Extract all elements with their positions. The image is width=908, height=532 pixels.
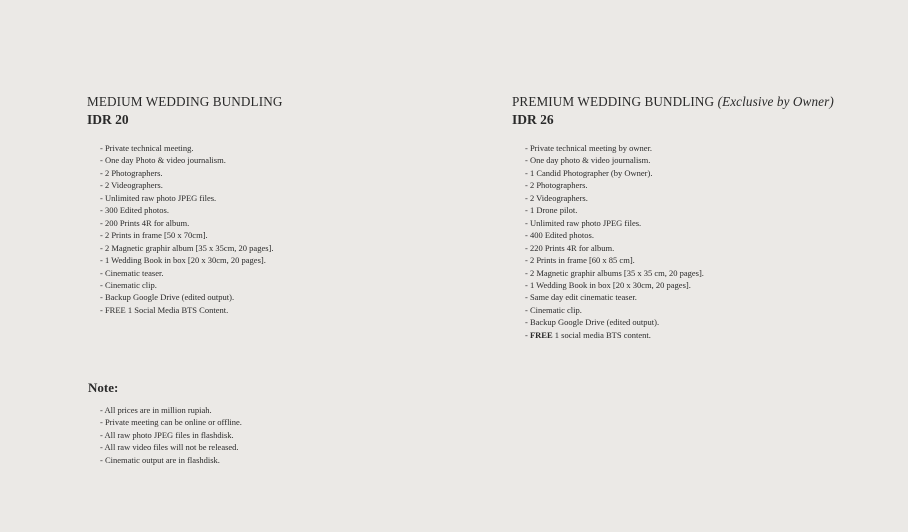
feature-item: - One day Photo & video journalism.	[100, 155, 226, 166]
feature-item: - 2 Photographers.	[100, 167, 163, 178]
feature-item: - 200 Prints 4R for album.	[100, 217, 190, 228]
feature-item: - Unlimited raw photo JPEG files.	[100, 192, 217, 203]
feature-item: - 2 Prints in frame [60 x 85 cm].	[525, 255, 635, 266]
feature-item: - 1 Wedding Book in box [20 x 30cm, 20 pages].	[525, 279, 691, 290]
feature-item: - Private technical meeting.	[100, 143, 194, 153]
feature-item: - 2 Videographers.	[525, 192, 588, 203]
feature-item: - 1 Wedding Book in box [20 x 30cm, 20 pages].	[100, 255, 266, 266]
premium-package	[512, 94, 892, 341]
free-highlight: FREE	[529, 329, 553, 340]
note-item: - All raw photo JPEG files in flashdisk.	[100, 429, 234, 440]
feature-item: - Cinematic teaser.	[100, 267, 164, 278]
feature-item: - Cinematic clip.	[525, 304, 582, 315]
notes-title: Note:	[88, 380, 119, 395]
feature-item: - One day photo & video journalism.	[525, 155, 651, 166]
feature-item: - Backup Google Drive (edited output).	[100, 292, 235, 303]
feature-item: - Backup Google Drive (edited output).	[525, 317, 660, 328]
premium-package-exclusive-note: (Exclusive by Owner)	[717, 94, 834, 109]
notes-list	[100, 404, 388, 466]
feature-item: - 300 Edited photos.	[100, 205, 169, 216]
feature-item: - 2 Videographers.	[100, 180, 163, 191]
premium-package-title	[512, 94, 892, 110]
feature-item: - 2 Photographers.	[525, 180, 588, 191]
feature-item-prefix: -	[525, 329, 530, 340]
medium-package-title: MEDIUM WEDDING BUNDLING	[87, 94, 283, 109]
feature-item: - Unlimited raw photo JPEG files.	[525, 217, 642, 228]
feature-item: - 2 Magnetic graphir album [35 x 35cm, 20 pages].	[100, 242, 274, 253]
notes-section	[88, 381, 388, 466]
premium-package-features	[525, 142, 892, 341]
note-item: - All prices are in million rupiah.	[100, 405, 212, 415]
feature-item: - 400 Edited photos.	[525, 230, 594, 241]
feature-item-rest: 1 social media BTS content.	[552, 329, 651, 340]
note-item: - Cinematic output are in flashdisk.	[100, 454, 220, 465]
medium-package	[87, 94, 467, 316]
medium-package-price: IDR 20	[87, 112, 129, 127]
feature-item-free-bonus	[525, 329, 892, 341]
premium-package-price: IDR 26	[512, 112, 554, 127]
feature-item: - 1 Candid Photographer (by Owner).	[525, 167, 653, 178]
note-item: - Private meeting can be online or offline.	[100, 417, 242, 428]
feature-item: - 2 Prints in frame [50 x 70cm].	[100, 230, 208, 241]
premium-package-title-text: PREMIUM WEDDING BUNDLING	[512, 94, 715, 109]
feature-item: - 2 Magnetic graphir albums [35 x 35 cm, 20 pages].	[525, 267, 704, 278]
feature-item: - Private technical meeting by owner.	[525, 143, 652, 153]
feature-item: - 1 Drone pilot.	[525, 205, 578, 216]
note-item: - All raw video files will not be released.	[100, 442, 239, 453]
feature-item: - Same day edit cinematic teaser.	[525, 292, 637, 303]
feature-item: - 220 Prints 4R for album.	[525, 242, 615, 253]
feature-item: - FREE 1 Social Media BTS Content.	[100, 304, 229, 315]
feature-item: - Cinematic clip.	[100, 279, 157, 290]
medium-package-features	[100, 142, 467, 316]
